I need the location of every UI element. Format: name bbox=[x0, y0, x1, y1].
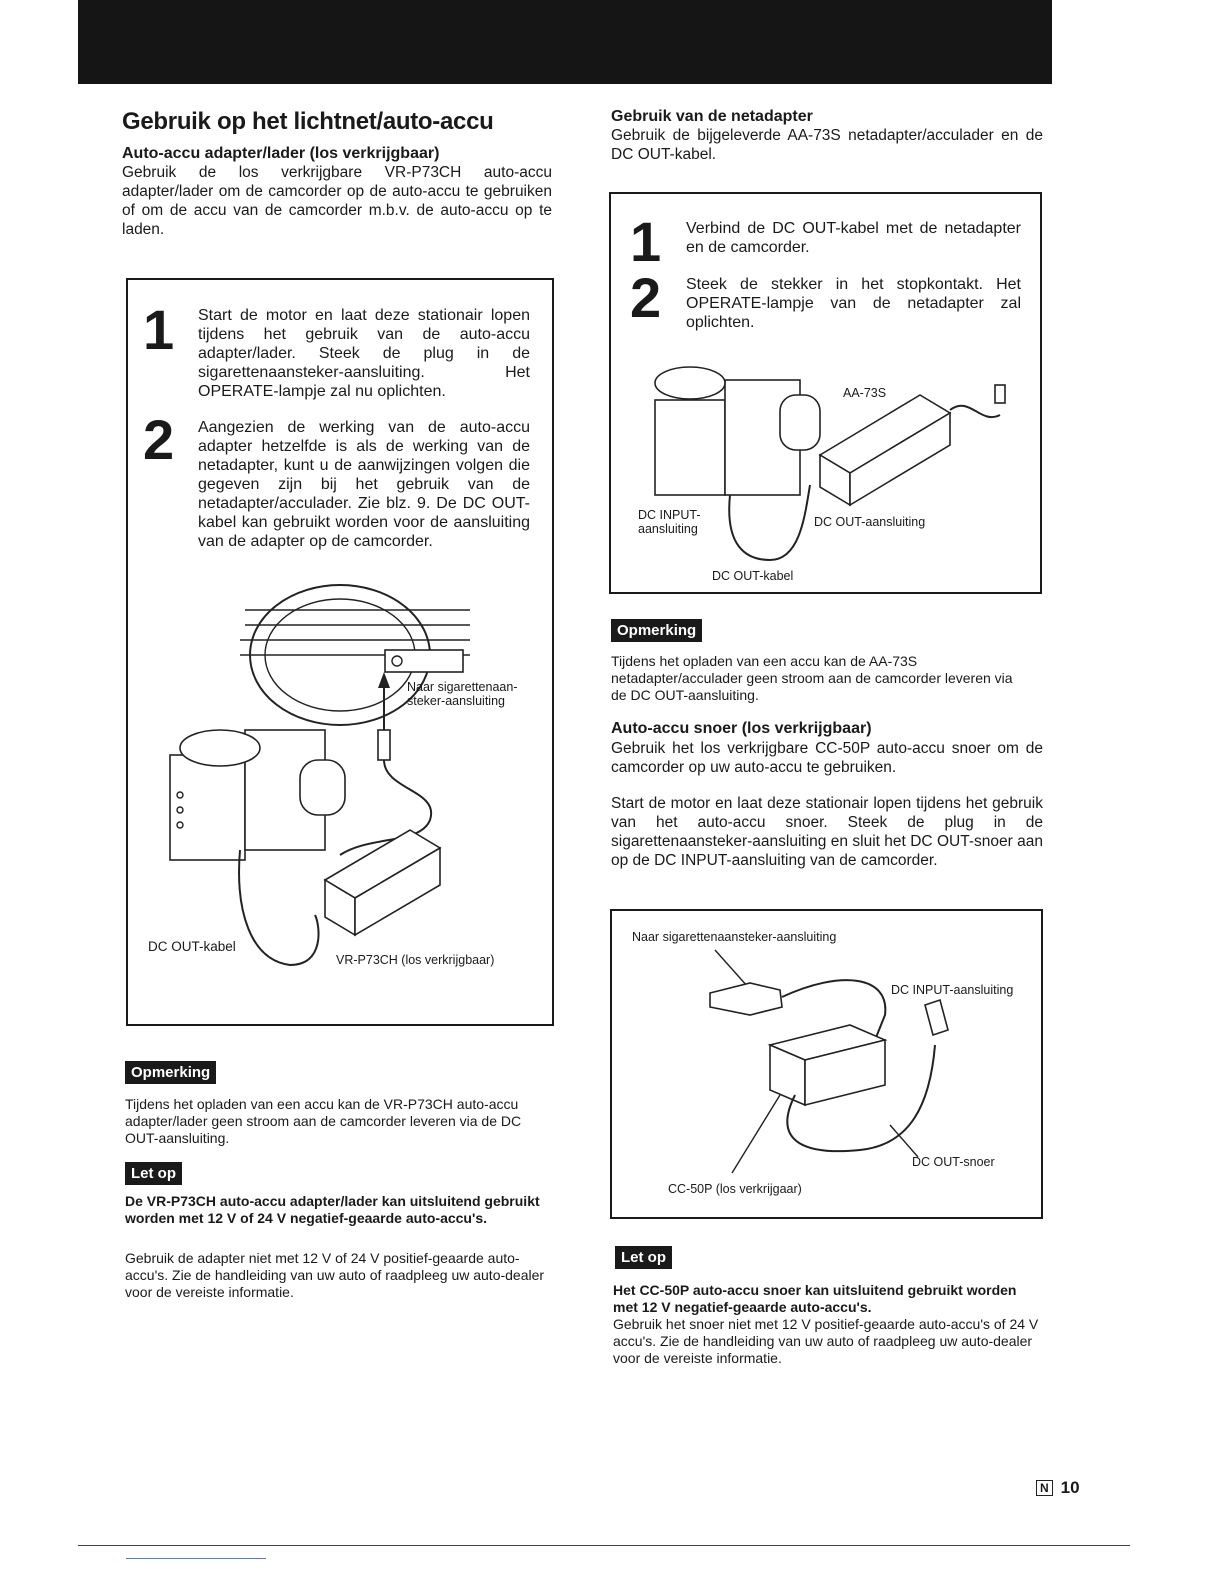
right-fig-dc-out-label: DC OUT-aansluiting bbox=[814, 515, 926, 529]
ac-adapter-illustration bbox=[620, 355, 1030, 580]
header-band bbox=[78, 0, 1052, 74]
footer-link-rule bbox=[126, 1558, 266, 1559]
header-rule bbox=[78, 74, 1052, 84]
right-note-badge: Opmerking bbox=[611, 619, 702, 642]
right-step-1-text: Verbind de DC OUT-kabel met de netadapter en de camcorder. bbox=[686, 220, 1021, 256]
left-warn-badge: Let op bbox=[125, 1162, 182, 1185]
right-fig-dc-input-label: DC INPUT- aansluiting bbox=[638, 508, 701, 536]
cord-fig-dc-input-label: DC INPUT-aansluiting bbox=[891, 983, 1014, 997]
left-step-2-text: Aangezien de werking van de auto-accu adapter hetzelfde is als de werking van de netadapter, kunt u de aanwijzingen volgen die gegeven zijn bij het gebruik van de netadapter/acculader. Zie blz. 9. De DC OUT-kabel kan gebruikt worden voor de aansluiting van de adapter op de camcorder. bbox=[198, 419, 530, 550]
right-fig-cable-label: DC OUT-kabel bbox=[712, 569, 794, 583]
right-subtitle: Gebruik van de netadapter bbox=[611, 108, 813, 125]
left-subtitle: Auto-accu adapter/lader (los verkrijgbaar) bbox=[122, 145, 440, 162]
right-warn-badge: Let op bbox=[615, 1246, 672, 1269]
footer-rule bbox=[78, 1545, 1130, 1546]
right-fig-model-label: AA-73S bbox=[843, 386, 887, 400]
right-warn-bold: Het CC-50P auto-accu snoer kan uitsluitend gebruikt worden met 12 V negatief-geaarde auto-accu's. bbox=[613, 1282, 1017, 1315]
left-step-1-number: 1 bbox=[143, 298, 175, 361]
left-intro: Gebruik de los verkrijgbare VR-P73CH auto-accu adapter/lader om de camcorder op de auto-accu te gebruiken of om de accu van de camcorder m.b.v. de auto-accu op te laden. bbox=[122, 164, 552, 238]
left-note-badge: Opmerking bbox=[125, 1061, 216, 1084]
cord-text: Start de motor en laat deze stationair lopen tijdens het gebruik van het auto-accu snoer. Steek de plug in de sigarettenaansteker-aansluiting en sluit het DC OUT-snoer aan op de DC INPUT-aansluiting van de camcorder. bbox=[611, 795, 1043, 869]
cord-intro: Gebruik het los verkrijgbare CC-50P auto-accu snoer om de camcorder op uw auto-accu te gebruiken. bbox=[611, 740, 1043, 776]
cord-fig-model-label: CC-50P (los verkrijgaar) bbox=[668, 1182, 802, 1196]
left-fig-cable-label: DC OUT-kabel bbox=[148, 939, 236, 954]
right-step-2-number: 2 bbox=[630, 266, 662, 329]
right-warn-text: Gebruik het snoer niet met 12 V positief-geaarde auto-accu's of 24 V accu's. Zie de handleiding van uw auto of raadpleeg uw auto-dealer voor de vereiste informatie. bbox=[613, 1316, 1039, 1366]
left-step-1-text: Start de motor en laat deze stationair lopen tijdens het gebruik van de auto-accu adapter/lader. Steek de plug in de sigarettenaansteker-aansluiting. Het OPERATE-lampje zal nu oplichten. bbox=[198, 307, 530, 400]
right-intro: Gebruik de bijgeleverde AA-73S netadapter/acculader en de DC OUT-kabel. bbox=[611, 127, 1043, 163]
right-step-1-number: 1 bbox=[630, 210, 662, 273]
car-adapter-illustration bbox=[140, 580, 540, 980]
cord-fig-socket-label: Naar sigarettenaansteker-aansluiting bbox=[632, 930, 837, 944]
left-fig-adapter-label: VR-P73CH (los verkrijgbaar) bbox=[336, 953, 495, 967]
page-number: 10 bbox=[1060, 1478, 1080, 1497]
right-step-2-text: Steek de stekker in het stopkontakt. Het OPERATE-lampje van de netadapter zal oplichten. bbox=[686, 276, 1021, 331]
right-note-text: Tijdens het opladen van een accu kan de AA-73S netadapter/acculader geen stroom aan de camcorder leveren via de DC OUT-aansluiting. bbox=[611, 653, 1013, 703]
left-note-text: Tijdens het opladen van een accu kan de VR-P73CH auto-accu adapter/lader geen stroom aan de camcorder leveren via de DC OUT-aansluiting. bbox=[125, 1096, 522, 1146]
left-step-2-number: 2 bbox=[143, 408, 175, 471]
cord-fig-dc-out-label: DC OUT-snoer bbox=[912, 1155, 995, 1169]
left-warn-text: Gebruik de adapter niet met 12 V of 24 V positief-geaarde auto-accu's. Zie de handleiding van uw auto of raadpleeg uw auto-dealer voor de vereiste informatie. bbox=[125, 1250, 545, 1300]
page-title: Gebruik op het lichtnet/auto-accu bbox=[122, 108, 494, 135]
language-code: N bbox=[1036, 1480, 1053, 1496]
left-warn-bold: De VR-P73CH auto-accu adapter/lader kan uitsluitend gebruikt worden met 12 V of 24 V negatief-geaarde auto-accu's. bbox=[125, 1193, 540, 1226]
cord-title: Auto-accu snoer (los verkrijgbaar) bbox=[611, 720, 872, 737]
left-fig-socket-label: Naar sigarettenaan- steker-aansluiting bbox=[407, 680, 518, 708]
page-number-block bbox=[1036, 1478, 1080, 1498]
